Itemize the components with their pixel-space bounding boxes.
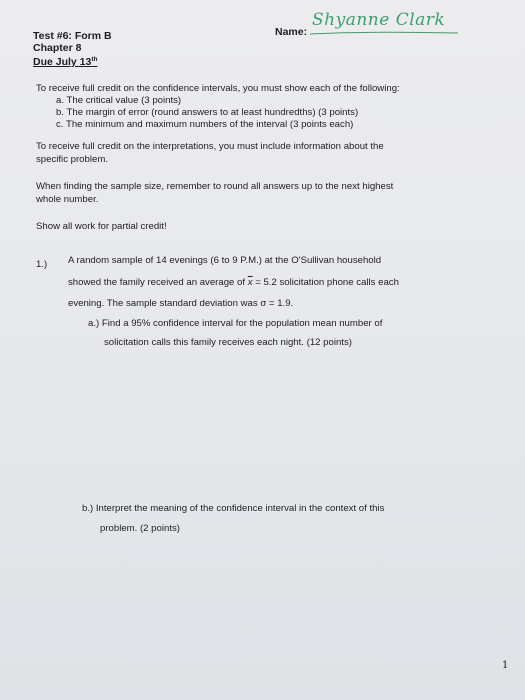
page-number: 1 [502, 660, 509, 671]
show-work-note: Show all work for partial credit! [36, 221, 167, 232]
question-1b-line1: b.) Interpret the meaning of the confidence interval in the context of this [82, 503, 385, 514]
handwritten-name-signature: Shyanne Clark [312, 10, 446, 30]
chapter-label: Chapter 8 [33, 42, 82, 54]
sample-size-instructions-line2: whole number. [36, 194, 99, 205]
due-date-suffix: th [91, 56, 98, 63]
signature-underline-stroke [308, 28, 468, 38]
ci-item-a: a. The critical value (3 points) [56, 95, 182, 106]
ci-instructions-intro: To receive full credit on the confidence intervals, you must show each of the following: [36, 83, 400, 94]
question-1-line2 [68, 276, 399, 289]
ci-item-b: b. The margin of error (round answers to at least hundredths) (3 points) [56, 107, 359, 118]
question-1-line2-start: showed the family received an average of [68, 277, 248, 288]
due-date-text: Due July 13 [33, 56, 92, 68]
sample-size-instructions-line1: When finding the sample size, remember to round all answers up to the next highest [36, 181, 394, 192]
question-1-number: 1.) [36, 259, 48, 270]
ci-item-c: c. The minimum and maximum numbers of the interval (3 points each) [56, 119, 354, 130]
interpretation-instructions-line2: specific problem. [36, 154, 108, 165]
question-1a-line1: a.) Find a 95% confidence interval for the population mean number of [88, 318, 383, 329]
x-bar-symbol: $\overline{x}$ [247, 277, 253, 288]
interpretation-instructions-line1: To receive full credit on the interpretations, you must include information about the [36, 141, 384, 152]
due-date [33, 54, 98, 68]
question-1b-line2: problem. (2 points) [100, 523, 180, 534]
question-1-line3: evening. The sample standard deviation was σ = 1.9. [68, 298, 294, 309]
question-1a-line2: solicitation calls this family receives each night. (12 points) [104, 337, 352, 348]
name-label: Name: [275, 26, 308, 38]
test-title: Test #6: Form B [33, 30, 112, 42]
question-1-line2-end: = 5.2 solicitation phone calls each [252, 277, 399, 288]
question-1-line1: A random sample of 14 evenings (6 to 9 P.M.) at the O'Sullivan household [68, 255, 382, 266]
